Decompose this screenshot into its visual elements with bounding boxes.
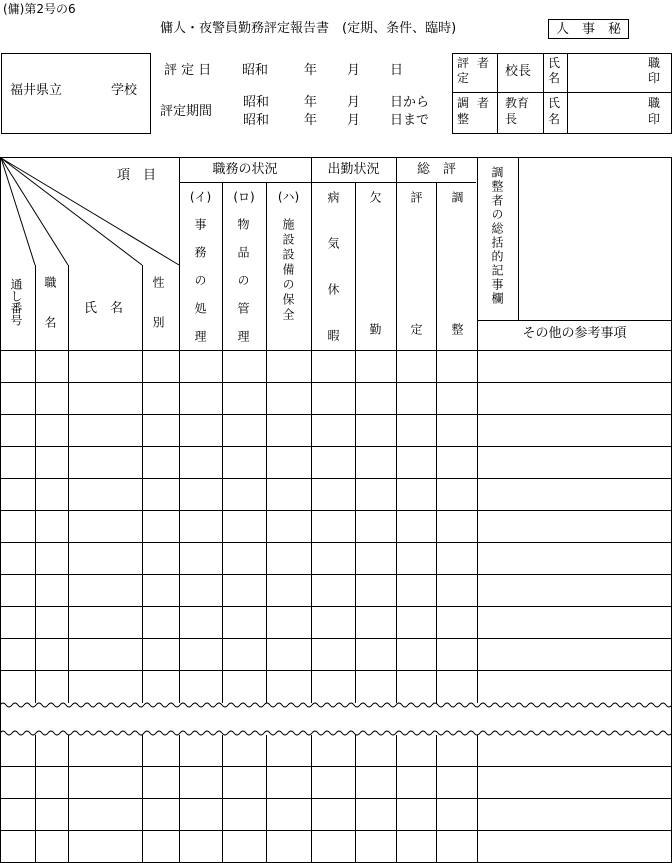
overall-header: 総 評 [416, 162, 456, 177]
eval-date-day: 日 [390, 63, 404, 78]
position-header: 職名 [43, 276, 57, 356]
evaluator-name-label: 氏 名 [548, 56, 561, 85]
absence-header: 欠勤 [368, 191, 382, 455]
confidential-stamp-text: 人 事 秘 [555, 22, 621, 37]
ro-mark: (ロ) [233, 190, 255, 204]
evaluator-seal: 職 印 [648, 56, 661, 85]
other-notes-header: その他の参考事項 [522, 326, 627, 341]
period-from-day: 日から [390, 95, 430, 110]
adjuster-seal: 職 印 [648, 96, 661, 126]
adjuster-name-label: 氏 名 [548, 96, 561, 126]
period-from-year: 年 [304, 95, 318, 110]
confidential-stamp [548, 19, 629, 39]
eval-date-year: 年 [304, 63, 318, 78]
school-prefix: 福井県立 [10, 83, 63, 98]
period-from-month: 月 [347, 95, 361, 110]
attendance-header: 出勤状況 [327, 162, 380, 177]
eval-date-month: 月 [347, 63, 361, 78]
job-status-header: 職務の状況 [212, 162, 278, 177]
serial-number-header: 通し番号 [9, 278, 23, 326]
evaluator-role: 評 者 定 [457, 56, 490, 85]
break-line-top [0, 700, 672, 710]
period-from-era: 昭和 [243, 95, 270, 110]
form-id: (傭)第2号の6 [3, 2, 76, 16]
eval-period-label: 評定期間 [160, 104, 213, 119]
sick-leave-header: 病気休暇 [326, 191, 340, 375]
adjuster-role: 調 者 整 [457, 96, 490, 126]
ha-mark: (ハ) [277, 190, 300, 204]
school-suffix: 学校 [111, 83, 138, 98]
period-to-month: 月 [347, 113, 361, 128]
ha-label: 施設設備の保全 [281, 218, 295, 323]
i-mark: (イ) [189, 190, 212, 204]
eval-date-era: 昭和 [242, 63, 269, 78]
eval-date-label: 評 定 日 [164, 63, 212, 78]
items-label: 項 目 [117, 168, 157, 183]
page-title: 傭人・夜警員勤務評定報告書 (定期、条件、臨時) [160, 21, 457, 36]
adjuster-remarks-header: 調整者の総括的記事欄 [490, 166, 504, 306]
gender-header: 性別 [151, 276, 165, 356]
evaluator-title: 校長 [505, 64, 532, 79]
period-to-year: 年 [304, 113, 318, 128]
break-line-bottom [0, 728, 672, 738]
name-header: 氏 名 [84, 301, 124, 316]
ro-label: 物品の管理 [236, 218, 250, 358]
i-label: 事務の処理 [193, 218, 207, 358]
period-to-era: 昭和 [243, 113, 270, 128]
adjuster-title: 教育 長 [505, 96, 530, 126]
period-to-day: 日まで [390, 113, 430, 128]
adjustment-header: 調整 [450, 191, 464, 455]
rating-header: 評定 [409, 191, 423, 455]
